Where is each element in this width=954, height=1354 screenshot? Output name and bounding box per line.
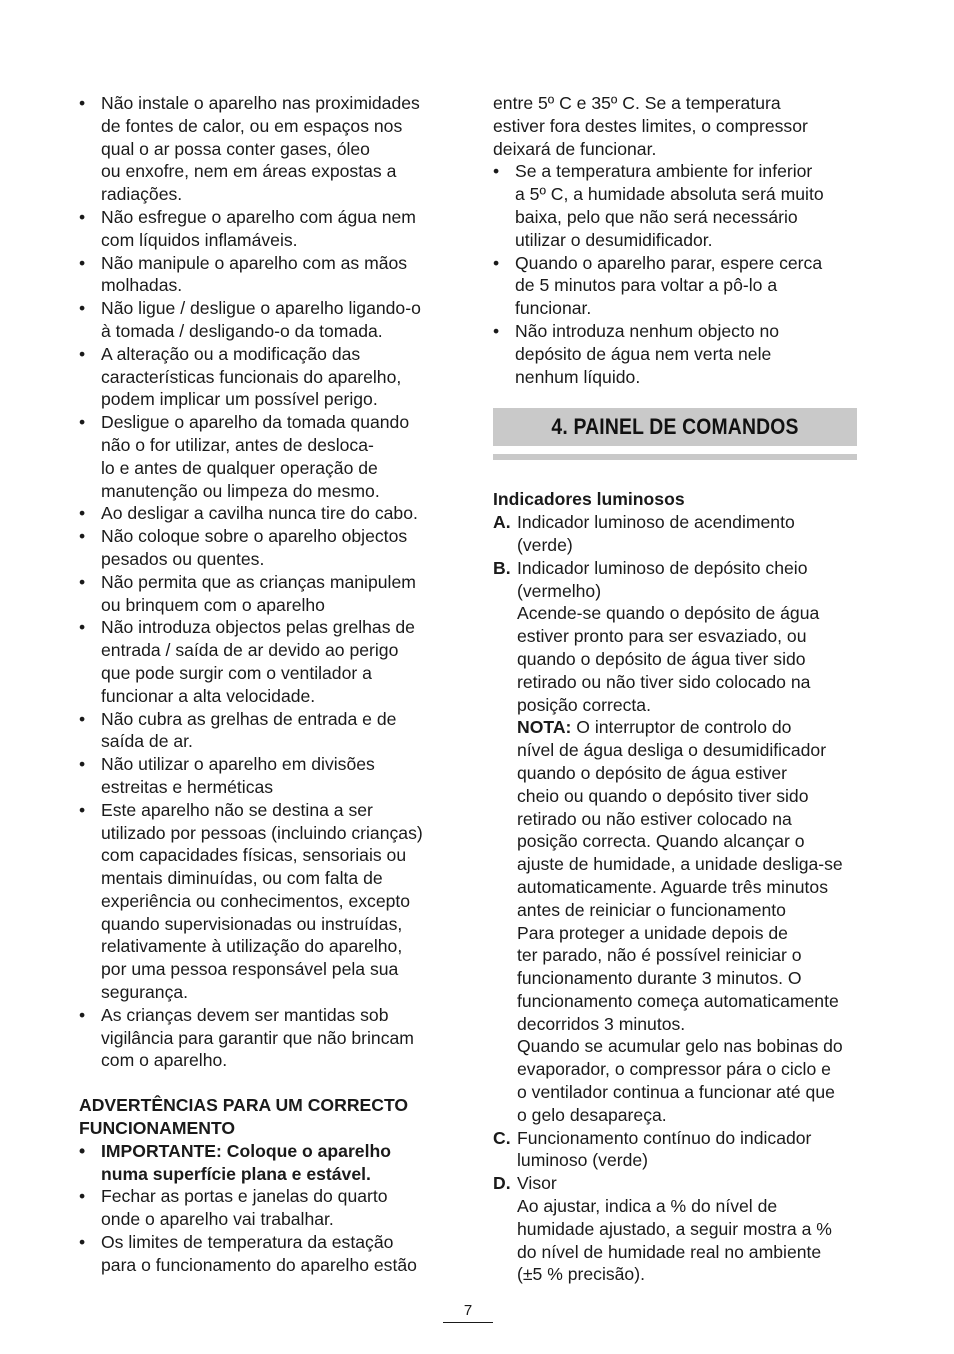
bullet-item [79, 343, 447, 411]
warning-item [79, 1140, 447, 1186]
item-b-note [517, 716, 857, 1126]
text-line: ajuste de humidade, a unidade desliga-se [517, 854, 843, 875]
item-a-letter: A. [493, 512, 511, 533]
text-line: podem implicar um possível perigo. [101, 389, 378, 410]
text-line: entre 5º C e 35º C. Se a temperatura [493, 93, 781, 113]
page-number: 7 [463, 1302, 473, 1319]
section-divider [493, 454, 857, 460]
bullet-item [493, 252, 857, 320]
text-line: onde o aparelho vai trabalhar. [101, 1209, 334, 1230]
bullet-item [493, 160, 857, 251]
continuation-paragraph [493, 92, 857, 160]
text-line: pesados ou quentes. [101, 548, 265, 569]
text-line: com líquidos inflamáveis. [101, 229, 298, 250]
text-line: que pode surgir com o ventilador a [101, 662, 372, 683]
right-bullet-list [493, 160, 857, 388]
text-line: lo e antes de qualquer operação de [101, 457, 378, 478]
text-line: qual o ar possa conter gases, óleo [101, 138, 370, 159]
text-line: de 5 minutos para voltar a pô-lo a [515, 275, 778, 296]
text-line: cheio ou quando o depósito tiver sido [517, 785, 809, 806]
text-line: FUNCIONAMENTO [79, 1118, 236, 1139]
text-line: a 5º C, a humidade absoluta será muito [515, 184, 824, 205]
bullet-item [79, 1004, 447, 1072]
indicators-subheading: Indicadores luminosos [493, 489, 685, 510]
warnings-heading [79, 1094, 447, 1140]
text-line: • Não permita que as crianças manipulem [101, 571, 416, 592]
section-title: 4. PAINEL DE COMANDOS [551, 414, 799, 440]
text-line: o ventilador continua a funcionar até que [517, 1082, 835, 1103]
text-line: não o for utilizar, antes de desloca- [101, 434, 374, 455]
text-line: • Não cubra as grelhas de entrada e de [101, 708, 397, 729]
text-line: quando o depósito de água estiver [517, 762, 787, 783]
bullet-item [79, 502, 447, 525]
item-d [493, 1172, 857, 1286]
text-line: ter parado, não é possível reiniciar o [517, 945, 802, 966]
bullet-item [79, 252, 447, 298]
text-line: • Não instale o aparelho nas proximidades [101, 93, 420, 113]
text-line: Quando se acumular gelo nas bobinas do [517, 1036, 843, 1057]
warning-item [79, 1231, 447, 1277]
text-line: posição correcta. [517, 694, 651, 715]
text-line: experiência ou conhecimentos, excepto [101, 890, 411, 911]
text-line: relativamente à utilização do aparelho, [101, 936, 403, 957]
item-c-text [517, 1127, 857, 1173]
text-line: ou enxofre, nem em áreas expostas a [101, 161, 397, 182]
item-a [493, 511, 857, 557]
bullet-item [79, 708, 447, 754]
item-b [493, 557, 857, 1127]
text-line: manutenção ou limpeza do mesmo. [101, 480, 380, 501]
note-text [517, 739, 857, 1127]
text-line: nenhum líquido. [515, 366, 641, 387]
text-line: ADVERTÊNCIAS PARA UM CORRECTO [79, 1095, 409, 1116]
safety-bullet-list [79, 92, 447, 1072]
text-line: por uma pessoa responsável pela sua [101, 959, 399, 980]
text-line: segurança. [101, 982, 189, 1003]
text-line: • Não ligue / desligue o aparelho ligando-o [101, 298, 421, 319]
bullet-item [79, 411, 447, 502]
text-line: • Não coloque sobre o aparelho objectos [101, 526, 408, 547]
text-line: • Quando o aparelho parar, espere cerca [515, 252, 823, 273]
text-line: antes de reiniciar o funcionamento [517, 899, 786, 920]
bullet-item [79, 571, 447, 617]
text-line: ou brinquem com o aparelho [101, 594, 325, 615]
text-line: Para proteger a unidade depois de [517, 922, 788, 943]
bullet-item [493, 320, 857, 388]
right-column [493, 92, 857, 1286]
bullet-item [79, 92, 447, 206]
warning-item [79, 1185, 447, 1231]
text-line: estreitas e herméticas [101, 776, 274, 797]
text-line: • Desligue o aparelho da tomada quando [101, 412, 410, 433]
text-line: vigilância para garantir que não brincam [101, 1027, 414, 1048]
text-line: retirado ou não tiver sido colocado na [517, 671, 811, 692]
text-line: decorridos 3 minutos. [517, 1013, 686, 1034]
text-line: com capacidades físicas, sensoriais ou [101, 845, 407, 866]
text-line: para o funcionamento do aparelho estão [101, 1254, 417, 1275]
bullet-item [79, 206, 447, 252]
text-line: Indicador luminoso de acendimento [517, 512, 795, 533]
item-b-letter: B. [493, 557, 511, 578]
text-line: funcionamento durante 3 minutos. O [517, 968, 802, 989]
text-line: (vermelho) [517, 580, 602, 601]
text-line: humidade ajustado, a seguir mostra a % [517, 1218, 832, 1239]
text-line: entrada / saída de ar devido ao perigo [101, 640, 399, 661]
note-first-line: O interruptor de controlo do [571, 717, 792, 738]
text-line: • Os limites de temperatura da estação [101, 1232, 394, 1253]
text-line: estiver fora destes limites, o compressor [493, 115, 808, 136]
text-line: molhadas. [101, 275, 183, 296]
text-line: evaporador, o compressor pára o ciclo e [517, 1059, 831, 1080]
text-line: automaticamente. Aguarde três minutos [517, 876, 828, 897]
text-line: Visor [517, 1173, 557, 1194]
text-line: Indicador luminoso de depósito cheio [517, 557, 808, 578]
text-line: Acende-se quando o depósito de água [517, 603, 820, 624]
text-line: quando o depósito de água tiver sido [517, 648, 806, 669]
text-line: luminoso (verde) [517, 1150, 649, 1171]
text-line: do nível de humidade real no ambiente [517, 1241, 822, 1262]
item-b-text [517, 557, 857, 717]
text-line: quando supervisionadas ou instruídas, [101, 913, 403, 934]
text-line: à tomada / desligando-o da tomada. [101, 320, 383, 341]
warnings-bullet-list [79, 1140, 447, 1277]
text-line: funcionamento começa automaticamente [517, 990, 839, 1011]
note-label: NOTA: [517, 717, 572, 738]
text-line: • As crianças devem ser mantidas sob [101, 1004, 389, 1025]
text-line: funcionar a alta velocidade. [101, 685, 316, 706]
text-line: • Fechar as portas e janelas do quarto [101, 1186, 388, 1207]
text-line: (±5 % precisão). [517, 1264, 645, 1285]
text-line: utilizar o desumidificador. [515, 229, 713, 250]
text-line: saída de ar. [101, 731, 193, 752]
section-title-band [493, 408, 857, 446]
item-c-letter: C. [493, 1127, 511, 1148]
item-d-letter: D. [493, 1173, 511, 1194]
text-line: posição correcta. Quando alcançar o [517, 831, 805, 852]
text-line: • Não introduza nenhum objecto no [515, 320, 780, 341]
text-line: mentais diminuídas, ou com falta de [101, 868, 383, 889]
text-line: • Não introduza objectos pelas grelhas de [101, 617, 415, 638]
bullet-item [79, 753, 447, 799]
text-line: Ao ajustar, indica a % do nível de [517, 1196, 778, 1217]
bullet-item [79, 525, 447, 571]
item-a-text [517, 511, 857, 557]
text-line: baixa, pelo que não será necessário [515, 206, 798, 227]
text-line: • Não esfregue o aparelho com água nem [101, 206, 416, 227]
text-line: numa superfície plana e estável. [101, 1163, 371, 1184]
text-line: estiver pronto para ser esvaziado, ou [517, 626, 807, 647]
text-line: Funcionamento contínuo do indicador [517, 1127, 812, 1148]
text-line: de fontes de calor, ou em espaços nos [101, 115, 403, 136]
text-line: • A alteração ou a modificação das [101, 343, 361, 364]
text-line: • Este aparelho não se destina a ser [101, 799, 373, 820]
page-number-rule [443, 1322, 493, 1323]
text-line: nível de água desliga o desumidificador [517, 740, 827, 761]
text-line: com o aparelho. [101, 1050, 228, 1071]
text-line: • Não utilizar o aparelho em divisões [101, 754, 375, 775]
text-line: (verde) [517, 534, 573, 555]
text-line: retirado ou não estiver colocado na [517, 808, 792, 829]
item-d-text [517, 1172, 857, 1286]
text-line: • Não manipule o aparelho com as mãos [101, 252, 408, 273]
bullet-item [79, 799, 447, 1004]
text-line: deixará de funcionar. [493, 138, 657, 159]
bullet-item [79, 297, 447, 343]
left-column [79, 92, 447, 1277]
bullet-item [79, 616, 447, 707]
text-line: depósito de água nem verta nele [515, 343, 772, 364]
text-line: o gelo desapareça. [517, 1104, 667, 1125]
item-c [493, 1127, 857, 1173]
text-line: características funcionais do aparelho, [101, 366, 402, 387]
text-line: radiações. [101, 184, 183, 205]
text-line: • Ao desligar a cavilha nunca tire do cabo. [101, 503, 418, 524]
text-line: utilizado por pessoas (incluindo crianças) [101, 822, 423, 843]
text-line: • IMPORTANTE: Coloque o aparelho [101, 1140, 391, 1161]
text-line: funcionar. [515, 298, 592, 319]
text-line: • Se a temperatura ambiente for inferior [515, 161, 813, 182]
